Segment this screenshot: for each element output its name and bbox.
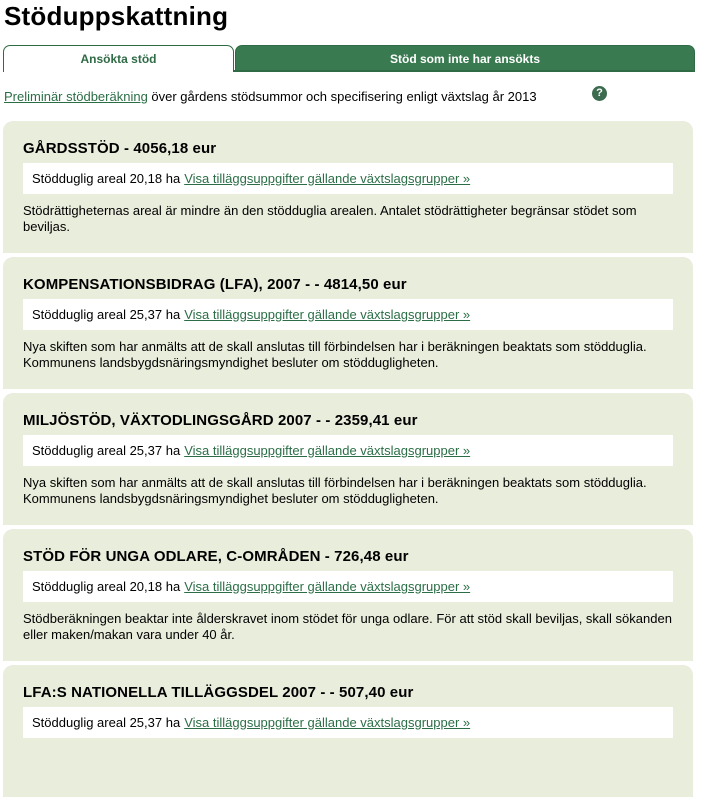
card-note: Stödberäkningen beaktar inte ålderskravet inom stödet för unga odlare. För att stöd skall beviljas, skall sökanden eller maken/makan vara under 40 år. (23, 611, 672, 642)
show-crop-details-link[interactable]: Visa tilläggsuppgifter gällande växtslagsgrupper » (184, 715, 471, 730)
card-note: Nya skiften som har anmälts att de skall anslutas till förbindelsen har i beräkningen beaktats som stödduglia. Kommunens landsbygdsnäringsmyndighet besluter om stöddugligheten. (23, 475, 647, 506)
detail-row (23, 435, 673, 466)
show-crop-details-link[interactable]: Visa tilläggsuppgifter gällande växtslagsgrupper » (184, 307, 471, 322)
show-crop-details-link[interactable]: Visa tilläggsuppgifter gällande växtslagsgrupper » (184, 171, 471, 186)
detail-row (23, 571, 673, 602)
detail-row (23, 163, 673, 194)
page-title: Stöduppskattning (4, 1, 229, 31)
support-card-lfa (3, 257, 693, 389)
show-crop-details-link[interactable]: Visa tilläggsuppgifter gällande växtslagsgrupper » (184, 579, 471, 594)
support-card-environment (3, 393, 693, 525)
eligible-area: Stödduglig areal 25,37 ha (32, 443, 181, 458)
detail-row (23, 299, 673, 330)
support-card-lfa-national (3, 665, 693, 797)
tab-not-applied-support[interactable]: Stöd som inte har ansökts (235, 45, 695, 72)
support-card-young-farmers (3, 529, 693, 661)
detail-row (23, 707, 673, 738)
card-title: GÅRDSSTÖD - 4056,18 eur (23, 140, 217, 157)
preliminary-calculation-link[interactable]: Preliminär stödberäkning (4, 89, 148, 104)
support-card-farm (3, 121, 693, 253)
card-note: Nya skiften som har anmälts att de skall anslutas till förbindelsen har i beräkningen beaktats som stödduglia. Kommunens landsbygdsnäringsmyndighet besluter om stöddugligheten. (23, 339, 647, 370)
eligible-area: Stödduglig areal 20,18 ha (32, 579, 181, 594)
eligible-area: Stödduglig areal 20,18 ha (32, 171, 181, 186)
show-crop-details-link[interactable]: Visa tilläggsuppgifter gällande växtslagsgrupper » (184, 443, 471, 458)
card-title: LFA:S NATIONELLA TILLÄGGSDEL 2007 - - 507,40 eur (23, 684, 414, 701)
card-title: KOMPENSATIONSBIDRAG (LFA), 2007 - - 4814,50 eur (23, 276, 407, 293)
card-title: STÖD FÖR UNGA ODLARE, C-OMRÅDEN - 726,48 eur (23, 548, 409, 565)
tab-applied-support[interactable]: Ansökta stöd (3, 45, 234, 72)
card-title: MILJÖSTÖD, VÄXTODLINGSGÅRD 2007 - - 2359,41 eur (23, 412, 418, 429)
help-icon[interactable]: ? (592, 86, 607, 101)
card-note: Stödrättigheternas areal är mindre än den stödduglia arealen. Antalet stödrättigheter begränsar stödet som beviljas. (23, 203, 637, 234)
intro-description: över gårdens stödsummor och specifisering enligt växtslag år 2013 (147, 89, 537, 104)
eligible-area: Stödduglig areal 25,37 ha (32, 715, 181, 730)
tab-bar (3, 44, 693, 72)
intro-text (4, 87, 537, 107)
eligible-area: Stödduglig areal 25,37 ha (32, 307, 181, 322)
